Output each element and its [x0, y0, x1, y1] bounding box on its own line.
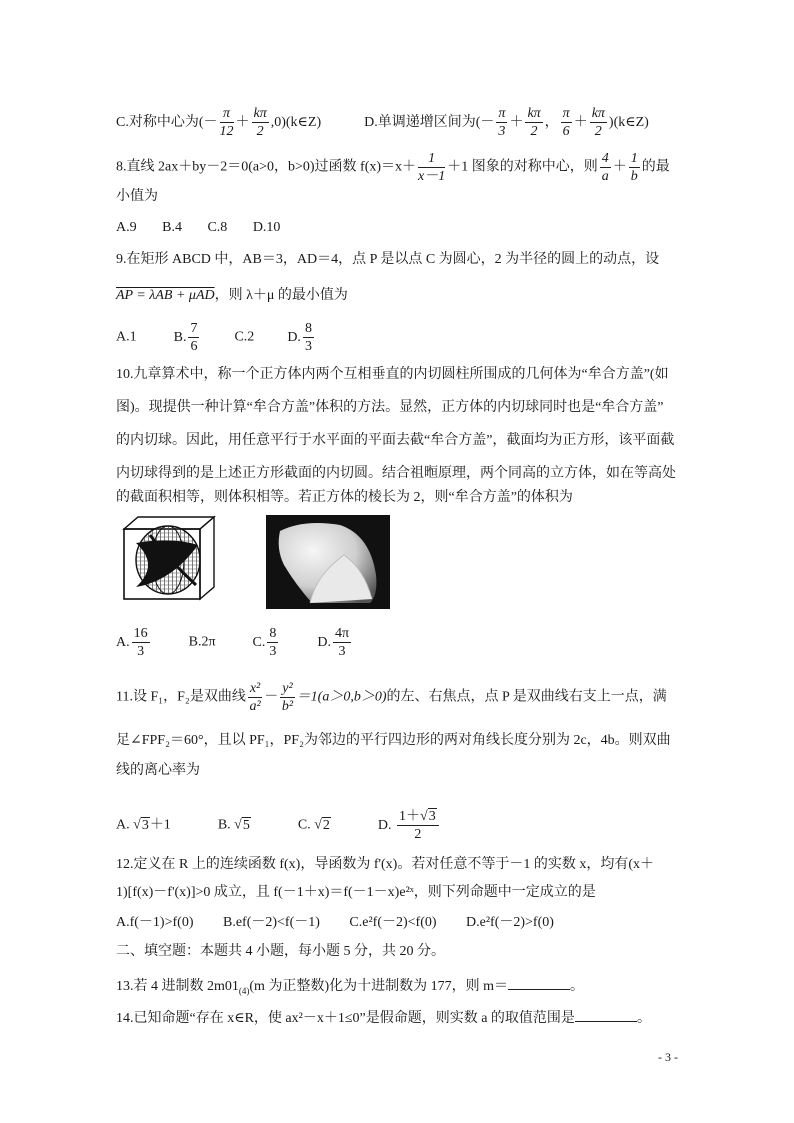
q13-stem: 13.若 4 进制数 $2m01_{(4)}(m$ 为正整数)化为十进制数为 177，则 m＝ 。	[116, 975, 584, 1001]
q12-stem-line2: 1)[f(x)－f'(x)]>0 成立，且 f(－1＋x)＝f(－1－x)e²ˣ，则下列命题中一定成立的是	[116, 885, 596, 900]
q10-line-5: 的截面积相等，则体积相等。若正方体的棱长为 2，则“牟合方盖”的体积为	[116, 490, 573, 505]
q7-options-line	[116, 105, 649, 140]
q14-answer-blank[interactable]	[575, 1007, 637, 1022]
q12-option-a: A.f(－1)>f(0)	[116, 915, 194, 930]
q11-stem-line3: 线的离心率为	[116, 763, 200, 778]
q10-line-1: 10.九章算术中，称一个正方体内两个互相垂直的内切圆柱所围成的几何体为“牟合方盖”(如	[116, 367, 669, 382]
q10-option-c: C. $\frac{8}{3}$	[252, 626, 277, 659]
q14-stem: 14.已知命题“存在 x∈R，使 ax²－x＋1≤0”是假命题，则实数 a 的取值范围是 。	[116, 1007, 651, 1029]
q11-option-a: A. √3＋1	[116, 817, 171, 833]
q13-answer-blank[interactable]	[508, 975, 570, 990]
q10-figure-cube	[120, 515, 218, 608]
q9-stem-line1: 9.在矩形 ABCD 中，AB＝3，AD＝4，点 P 是以点 C 为圆心，2 为半径的圆上的动点，设	[116, 252, 660, 267]
q8-option-a: A.9	[116, 220, 137, 235]
q8-options	[116, 218, 302, 238]
q8-stem-line2: 小值为	[116, 189, 158, 204]
q10-option-d: D. $\frac{4\pi}{3}$	[317, 626, 350, 659]
q11-option-c: C. √2	[297, 817, 330, 833]
page-number: - 3 -	[658, 1050, 678, 1064]
q8-option-b: B.4	[162, 220, 182, 235]
q12-option-c: C.e²f(－2)<f(0)	[349, 915, 437, 930]
q11-options	[116, 808, 441, 843]
q11-stem-line2: 足∠FPF₂＝60°，且以 PF₁，PF₂为邻边的平行四边形的两对角线长度分别为 2c，4b。则双曲	[116, 733, 671, 748]
q10-line-4: 内切球得到的是上述正方形截面的内切圆。结合祖暅原理，两个同高的立方体，如在等高处	[116, 466, 676, 481]
q12-options	[116, 913, 576, 933]
q9-stem-line2: AP = λAB + μAD，则 λ＋μ 的最小值为	[116, 288, 348, 303]
q8-option-c: C.8	[207, 220, 228, 235]
q10-figure-photo	[266, 515, 390, 614]
q8-option-d: D.10	[252, 220, 281, 235]
q12-option-b: B.ef(－2)<f(－1)	[222, 915, 320, 930]
q10-line-3: 的内切球。因此，用任意平行于水平面的平面去截“牟合方盖”，截面均为正方形，该平面截	[116, 433, 675, 448]
q9-option-a: A.1	[116, 329, 137, 345]
q11-option-d: D. $\frac{1+√3}{2}$	[378, 818, 441, 833]
q12-option-d: D.e²f(－2)>f(0)	[466, 915, 554, 930]
q7-option-d: D.单调递增区间为(－ $\frac{\pi}{3}$ ＋ $\frac{k\pi}{2}$ ， $\frac{\pi}{6}$ ＋ $\frac{k\pi}{2}$ )(k∈Z)	[364, 106, 649, 139]
q9-option-b: B. $\frac{7}{6}$	[173, 321, 198, 354]
q11-option-b: B. √5	[217, 817, 250, 833]
q10-option-a: A. $\frac{16}{3}$	[116, 626, 148, 659]
q9-vector-formula: AP = λAB + μAD	[116, 288, 215, 303]
section-heading-fill-blank: 二、填空题：本题共 4 小题，每小题 5 分，共 20 分。	[116, 944, 445, 959]
q12-stem-line1: 12.定义在 R 上的连续函数 f(x)，导函数为 f'(x)。若对任意不等于－1 的实数 x，均有(x＋	[116, 857, 654, 872]
q9-options	[116, 320, 316, 355]
q9-option-c: C.2	[234, 329, 255, 345]
q9-option-d: D. $\frac{8}{3}$	[287, 321, 312, 354]
q11-stem-line1: 11.设 F₁，F₂是双曲线 $\frac{\text{x²}}{\text{a²}}$ － $\frac{\text{y²}}{\text{b²}}$ ＝1(a＞0,b＞0)的左、右焦点，点 P 是双曲线右支上一点，满	[116, 681, 667, 714]
q10-options	[116, 625, 353, 660]
q8-stem: 8.直线 2ax＋by－2＝0(a>0，b>0)过函数 f(x)＝x＋ $\frac{1}{x-1}$ ＋1 图象的对称中心，则 $\frac{4}{a}$ ＋ $\frac{1}{b}$ 的最	[116, 151, 670, 184]
q7-option-c: C.对称中心为(－ $\frac{\pi}{12}$ ＋ $\frac{k\pi}{2}$ ,0)(k∈Z)	[116, 106, 322, 139]
q10-option-b: B.2π	[188, 634, 216, 650]
q10-line-2: 图)。现提供一种计算“牟合方盖”体积的方法。显然，正方体的内切球同时也是“牟合方盖”	[116, 400, 664, 415]
